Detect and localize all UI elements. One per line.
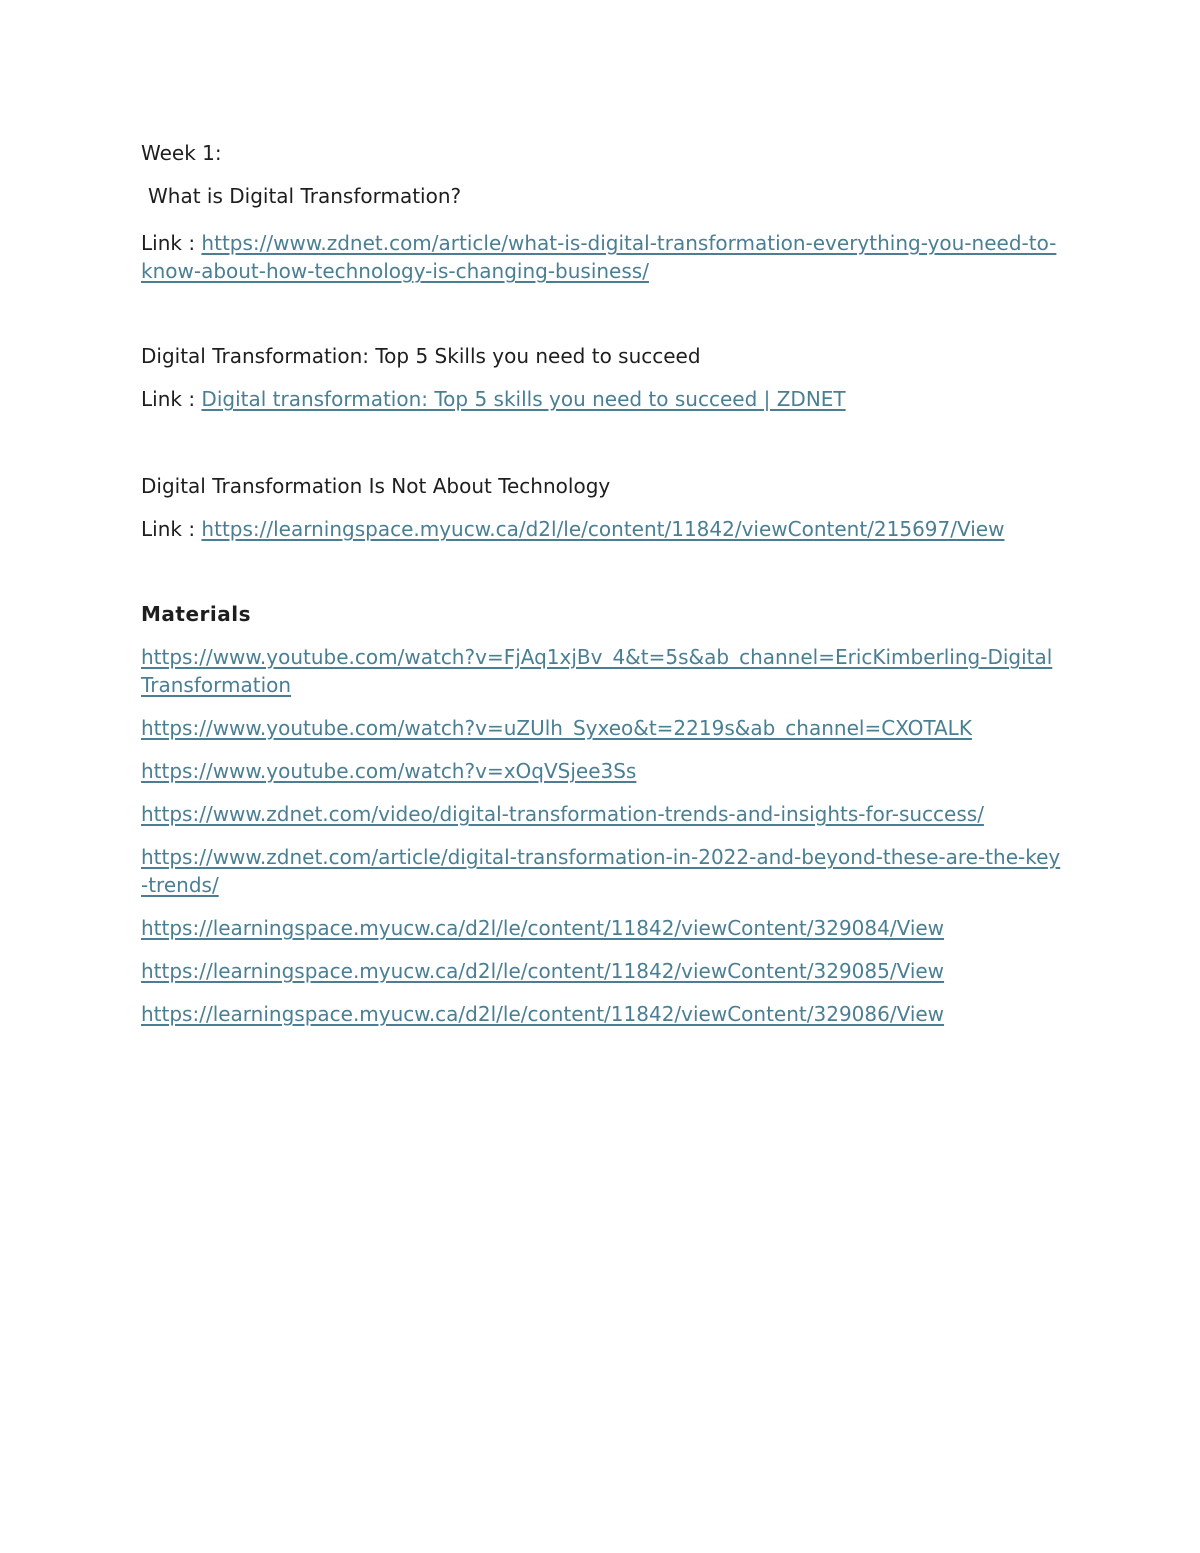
materials-item: [141, 800, 1061, 828]
materials-item: [141, 1000, 1061, 1028]
materials-item: [141, 843, 1061, 899]
section-link-top-5-skills: [141, 385, 1061, 413]
document-body: [141, 139, 1061, 1043]
section-title-what-is-dt: What is Digital Transformation?: [148, 184, 462, 208]
materials-item: [141, 643, 1061, 699]
zdnet-trends-video-link[interactable]: https://www.zdnet.com/video/digital-transformation-trends-and-insights-for-success/: [141, 802, 984, 826]
materials-item: [141, 714, 1061, 742]
materials-item: [141, 757, 1061, 785]
section-title-top-5-skills: Digital Transformation: Top 5 Skills you need to succeed: [141, 344, 701, 368]
materials-item: [141, 914, 1061, 942]
link-label: Link :: [141, 231, 202, 255]
youtube-cxotalk-link[interactable]: https://www.youtube.com/watch?v=uZUlh_Syxeo&t=2219s&ab_channel=CXOTALK: [141, 716, 972, 740]
section-link-not-about-tech: [141, 515, 1061, 543]
section-link-what-is-dt: [141, 229, 1061, 285]
learningspace-329085-link[interactable]: https://learningspace.myucw.ca/d2l/le/content/11842/viewContent/329085/View: [141, 959, 945, 983]
link-label: Link :: [141, 387, 202, 411]
materials-heading: Materials: [141, 602, 251, 626]
learningspace-215697-link[interactable]: https://learningspace.myucw.ca/d2l/le/content/11842/viewContent/215697/View: [201, 517, 1005, 541]
youtube-eric-kimberling-link[interactable]: https://www.youtube.com/watch?v=FjAq1xjBv_4&t=5s&ab_channel=EricKimberling-DigitalTransformation: [141, 645, 1053, 697]
zdnet-what-is-dt-link[interactable]: https://www.zdnet.com/article/what-is-digital-transformation-everything-you-need-to-know-about-how-technology-is-changing-business/: [141, 231, 1057, 283]
zdnet-2022-trends-link[interactable]: https://www.zdnet.com/article/digital-transformation-in-2022-and-beyond-these-are-the-key-trends/: [141, 845, 1061, 897]
youtube-xoqvsjee3ss-link[interactable]: https://www.youtube.com/watch?v=xOqVSjee3Ss: [141, 759, 637, 783]
section-title-not-about-tech: Digital Transformation Is Not About Technology: [141, 474, 611, 498]
learningspace-329086-link[interactable]: https://learningspace.myucw.ca/d2l/le/content/11842/viewContent/329086/View: [141, 1002, 945, 1026]
link-label: Link :: [141, 517, 202, 541]
learningspace-329084-link[interactable]: https://learningspace.myucw.ca/d2l/le/content/11842/viewContent/329084/View: [141, 916, 945, 940]
materials-item: [141, 957, 1061, 985]
zdnet-top-5-skills-link[interactable]: Digital transformation: Top 5 skills you need to succeed | ZDNET: [201, 387, 846, 411]
week-heading: Week 1:: [141, 141, 222, 165]
